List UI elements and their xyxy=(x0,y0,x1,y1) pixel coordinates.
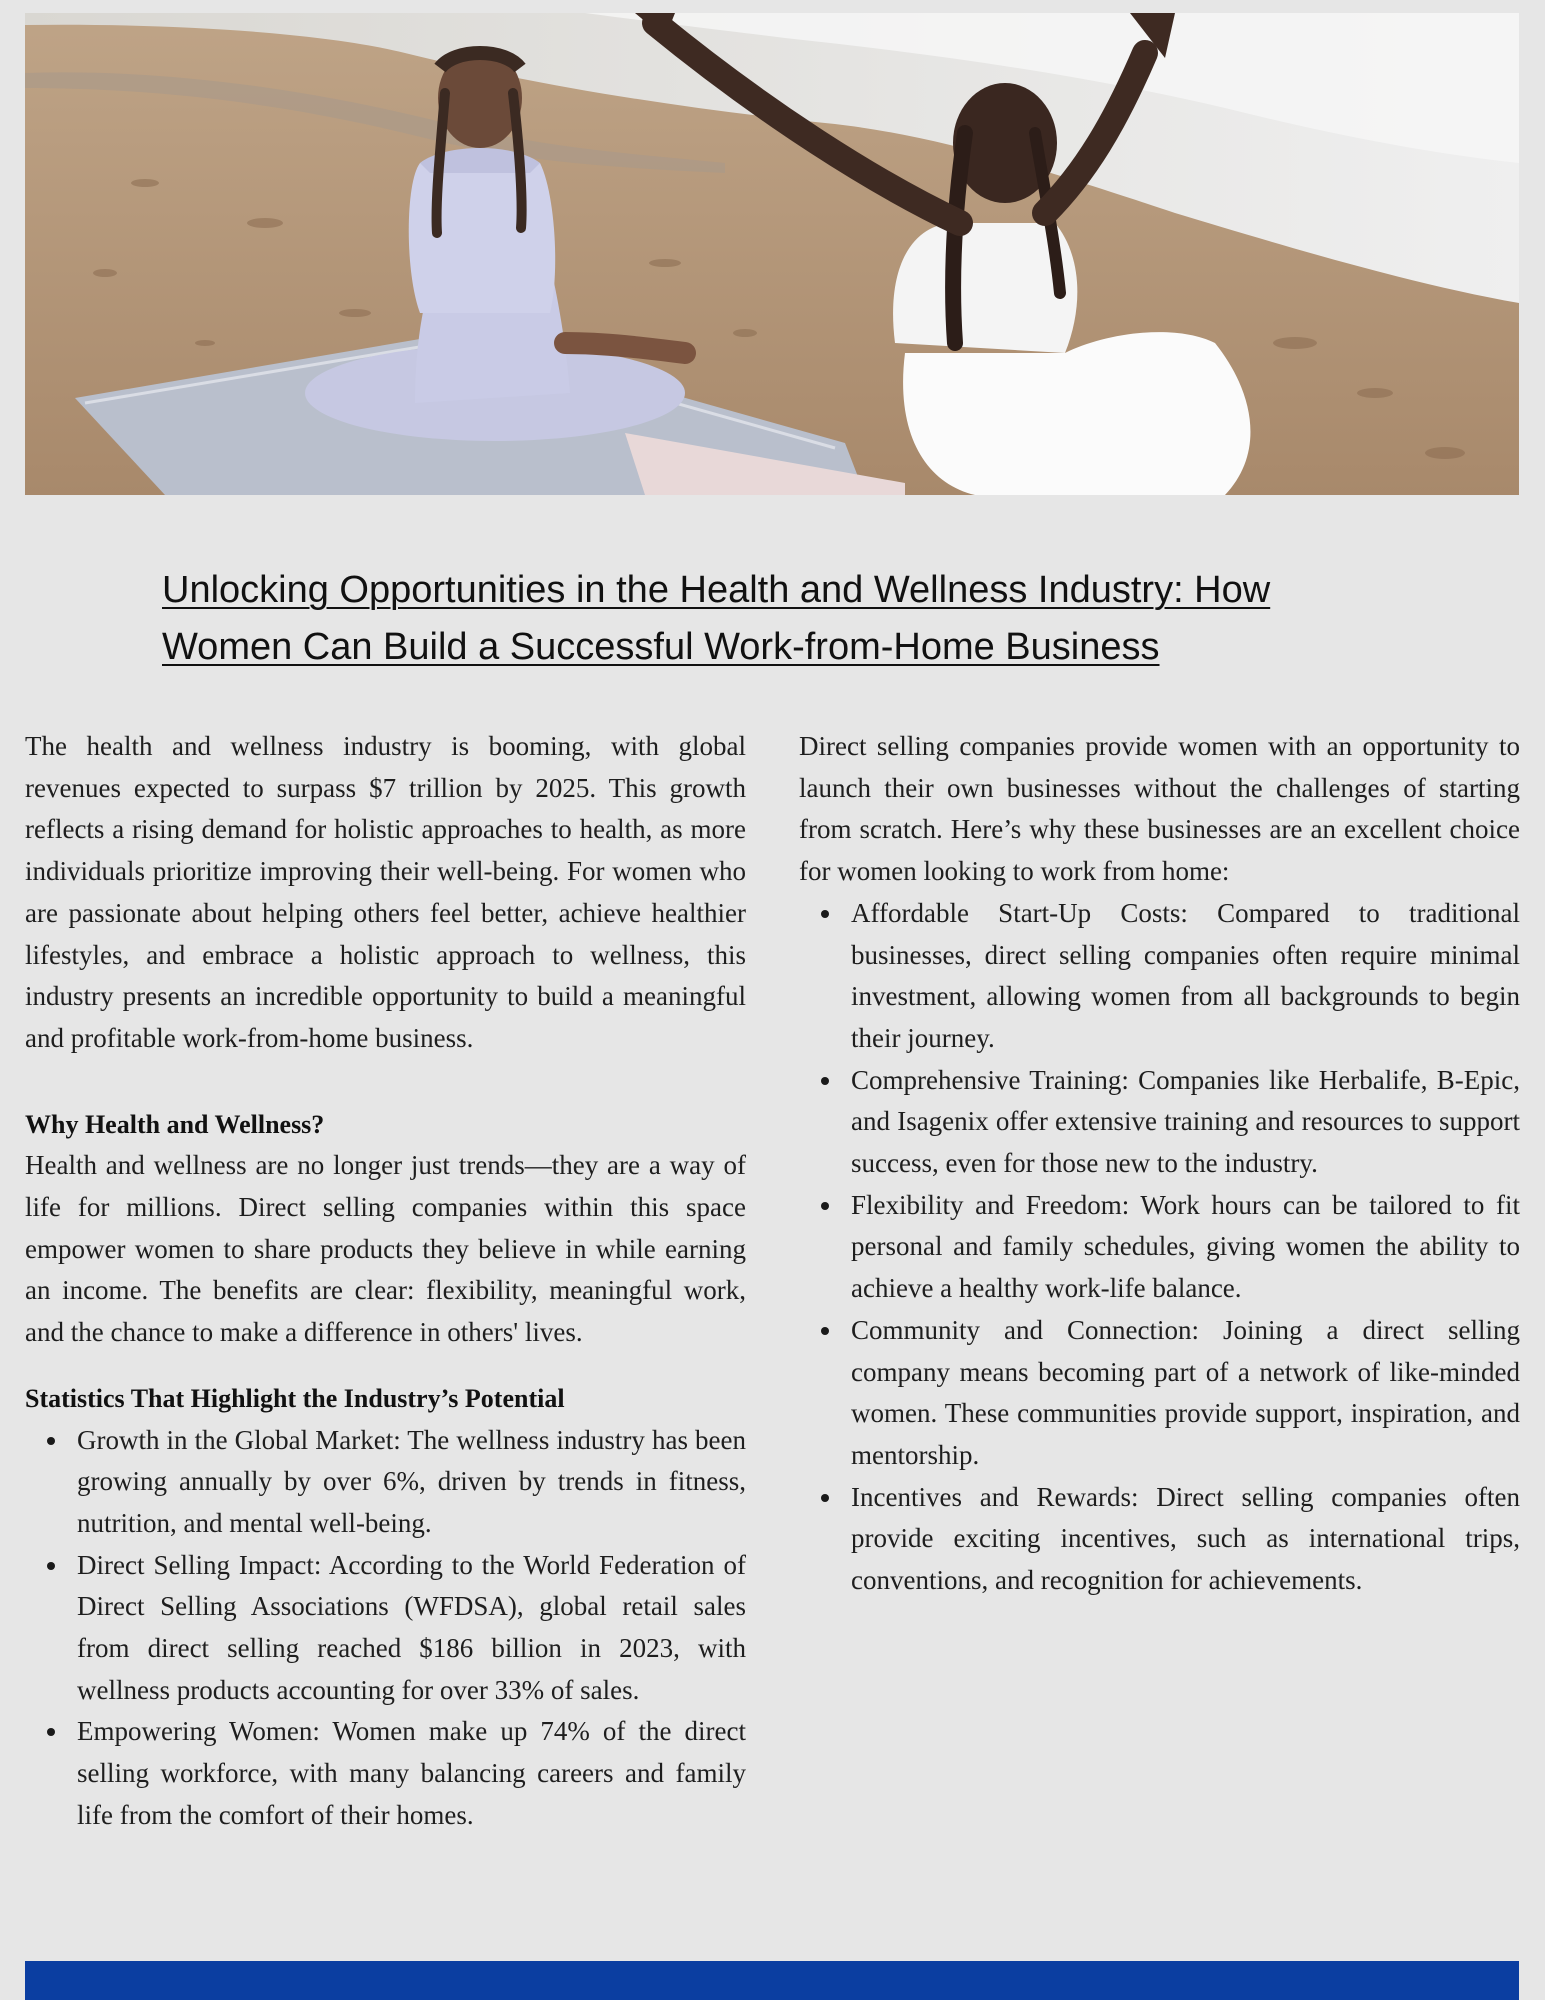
why-heading: Why Health and Wellness? xyxy=(25,1109,325,1139)
stats-heading: Statistics That Highlight the Industry’s Potential xyxy=(25,1383,565,1413)
list-item: Comprehensive Training: Companies like Herbalife, B-Epic, and Isagenix offer extensive training and resources to support success, even for those new to the industry. xyxy=(851,1060,1520,1185)
list-item: Community and Connection: Joining a direct selling company means becoming part of a network of like-minded women. These communities provide support, inspiration, and mentorship. xyxy=(851,1310,1520,1477)
intro-paragraph: The health and wellness industry is booming, with global revenues expected to surpass $7 trillion by 2025. This growth reflects a rising demand for holistic approaches to health, as more individuals prioritize improving their well-being. For women who are passionate about helping others feel better, achieve healthier lifestyles, and embrace a holistic approach to wellness, this industry presents an incredible opportunity to build a meaningful and profitable work-from-home business. xyxy=(25,731,746,1053)
list-item: Affordable Start-Up Costs: Compared to traditional businesses, direct selling companies often require minimal investment, allowing women from all backgrounds to begin their journey. xyxy=(851,893,1520,1060)
list-item: Flexibility and Freedom: Work hours can be tailored to fit personal and family schedules, giving women the ability to achieve a healthy work-life balance. xyxy=(851,1185,1520,1310)
right-column xyxy=(799,726,1520,1602)
hero-photo xyxy=(25,13,1519,495)
right-intro-paragraph: Direct selling companies provide women with an opportunity to launch their own businesses without the challenges of starting from scratch. Here’s why these businesses are an excellent choice for women looking to work from home: xyxy=(799,731,1520,887)
list-item: Growth in the Global Market: The wellness industry has been growing annually by over 6%, driven by trends in fitness, nutrition, and mental well-being. xyxy=(77,1420,746,1545)
list-item: Direct Selling Impact: According to the World Federation of Direct Selling Associations (WFDSA), global retail sales from direct selling reached $186 billion in 2023, with wellness products accounting for over 33% of sales. xyxy=(77,1545,746,1712)
benefits-list xyxy=(799,893,1520,1602)
list-item: Incentives and Rewards: Direct selling companies often provide exciting incentives, such as international trips, conventions, and recognition for achievements. xyxy=(851,1477,1520,1602)
why-paragraph: Health and wellness are no longer just trends—they are a way of life for millions. Direct selling companies within this space empower women to share products they believe in while earning an income. The benefits are clear: flexibility, meaningful work, and the chance to make a difference in others' lives. xyxy=(25,1150,746,1348)
left-column xyxy=(25,726,746,1837)
list-item: Empowering Women: Women make up 74% of the direct selling workforce, with many balancing careers and family life from the comfort of their homes. xyxy=(77,1711,746,1836)
footer-bar xyxy=(25,1961,1519,2000)
article-title: Unlocking Opportunities in the Health and Wellness Industry: How Women Can Build a Successful Work-from-Home Business xyxy=(162,569,1271,668)
stats-list xyxy=(25,1420,746,1837)
beach-yoga-photo-icon xyxy=(25,13,1519,495)
